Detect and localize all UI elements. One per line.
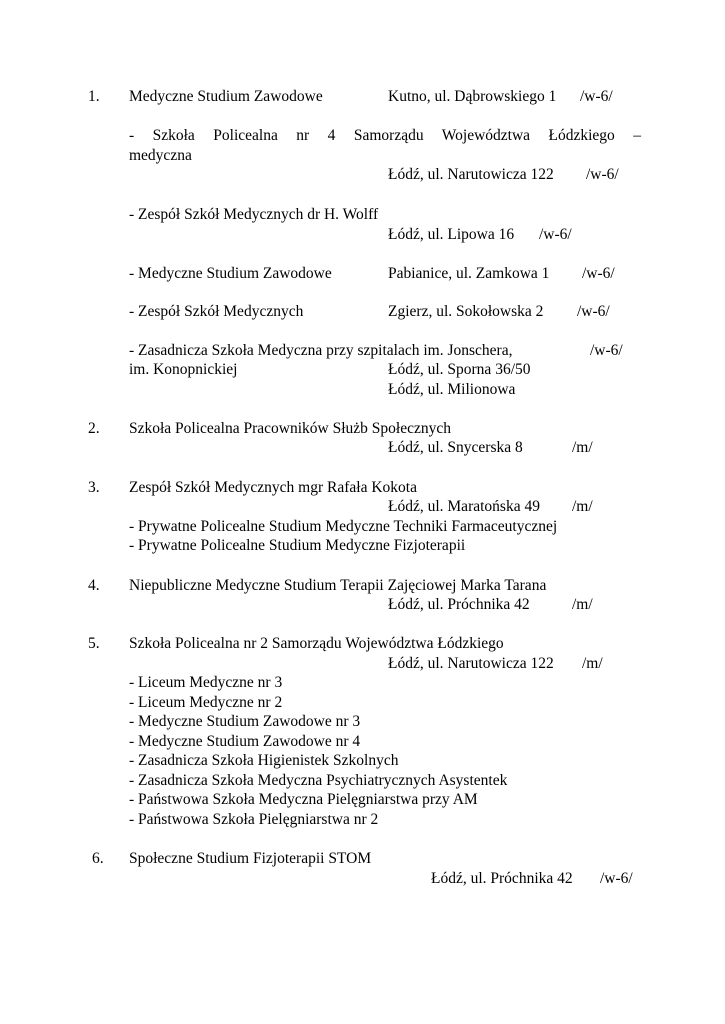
item-4-address: Łódź, ul. Próchnika 42	[388, 596, 530, 613]
item-2-number: 2.	[88, 420, 100, 437]
item-1-sub-4-name: - Zespół Szkół Medycznych	[129, 303, 304, 320]
item-5-title: Szkoła Policealna nr 2 Samorządu Województwa Łódzkiego	[129, 635, 504, 652]
item-4-code: /m/	[572, 596, 593, 613]
item-6-title: Społeczne Studium Fizjoterapii STOM	[129, 850, 372, 867]
item-5-sub-3: - Medyczne Studium Zawodowe nr 3	[129, 713, 361, 730]
item-1-sub-1-line1: - Szkoła Policealna nr 4 Samorządu Województwa Łódzkiego –	[129, 127, 641, 144]
item-5-sub-6: - Zasadnicza Szkoła Medyczna Psychiatrycznych Asystentek	[129, 772, 508, 789]
item-1-sub-3-address: Pabianice, ul. Zamkowa 1	[388, 265, 550, 282]
item-6-number: 6.	[92, 850, 104, 867]
item-1-sub-4-address: Zgierz, ul. Sokołowska 2	[388, 303, 544, 320]
item-3-address: Łódź, ul. Maratońska 49	[388, 498, 540, 515]
item-1-number: 1.	[88, 88, 100, 105]
item-4-number: 4.	[88, 577, 100, 594]
item-1-sub-3-name: - Medyczne Studium Zawodowe	[129, 265, 332, 282]
item-2-code: /m/	[572, 439, 593, 456]
item-6-address: Łódź, ul. Próchnika 42	[431, 870, 573, 887]
item-6-code: /w-6/	[600, 870, 633, 887]
item-5-sub-4: - Medyczne Studium Zawodowe nr 4	[129, 733, 361, 750]
item-1-sub-5-code: /w-6/	[590, 342, 623, 359]
item-2-title: Szkoła Policealna Pracowników Służb Społecznych	[129, 420, 451, 437]
item-1-sub-5-address1: Łódź, ul. Sporna 36/50	[388, 361, 531, 378]
item-5-sub-2: - Liceum Medyczne nr 2	[129, 694, 283, 711]
item-1-sub-2-address: Łódź, ul. Lipowa 16	[388, 226, 515, 243]
item-5-sub-7: - Państwowa Szkoła Medyczna Pielęgniarstwa przy AM	[129, 791, 478, 808]
item-5-sub-8: - Państwowa Szkoła Pielęgniarstwa nr 2	[129, 811, 379, 828]
item-3-sub-2: - Prywatne Policealne Studium Medyczne Fizjoterapii	[129, 537, 466, 554]
item-1-sub-1-line2: medyczna	[129, 147, 192, 164]
item-2-address: Łódź, ul. Snycerska 8	[388, 439, 523, 456]
item-1-title: Medyczne Studium Zawodowe	[129, 88, 323, 105]
item-5-code: /m/	[582, 655, 603, 672]
item-5-sub-1: - Liceum Medyczne nr 3	[129, 674, 283, 691]
item-1-sub-4-code: /w-6/	[577, 303, 610, 320]
item-1-sub-3-code: /w-6/	[582, 265, 615, 282]
item-1-sub-5-line2: im. Konopnickiej	[129, 361, 238, 378]
item-1-address: Kutno, ul. Dąbrowskiego 1	[388, 88, 557, 105]
item-1-sub-5-address2: Łódź, ul. Milionowa	[388, 381, 516, 398]
item-5-address: Łódź, ul. Narutowicza 122	[388, 655, 554, 672]
item-5-sub-5: - Zasadnicza Szkoła Higienistek Szkolnych	[129, 752, 399, 769]
item-5-number: 5.	[88, 635, 100, 652]
item-1-sub-5-line1: - Zasadnicza Szkoła Medyczna przy szpitalach im. Jonschera,	[129, 342, 513, 359]
item-3-code: /m/	[572, 498, 593, 515]
item-3-sub-1: - Prywatne Policealne Studium Medyczne Techniki Farmaceutycznej	[129, 518, 558, 535]
item-3-title: Zespół Szkół Medycznych mgr Rafała Kokota	[129, 479, 417, 496]
item-4-title: Niepubliczne Medyczne Studium Terapii Zajęciowej Marka Tarana	[129, 577, 547, 594]
item-1-sub-2-name: - Zespół Szkół Medycznych dr H. Wolff	[129, 206, 379, 223]
item-3-number: 3.	[88, 479, 100, 496]
item-1-sub-1-address: Łódź, ul. Narutowicza 122	[388, 166, 554, 183]
item-1-code: /w-6/	[580, 88, 613, 105]
item-1-sub-2-code: /w-6/	[539, 226, 572, 243]
item-1-sub-1-code: /w-6/	[586, 166, 619, 183]
